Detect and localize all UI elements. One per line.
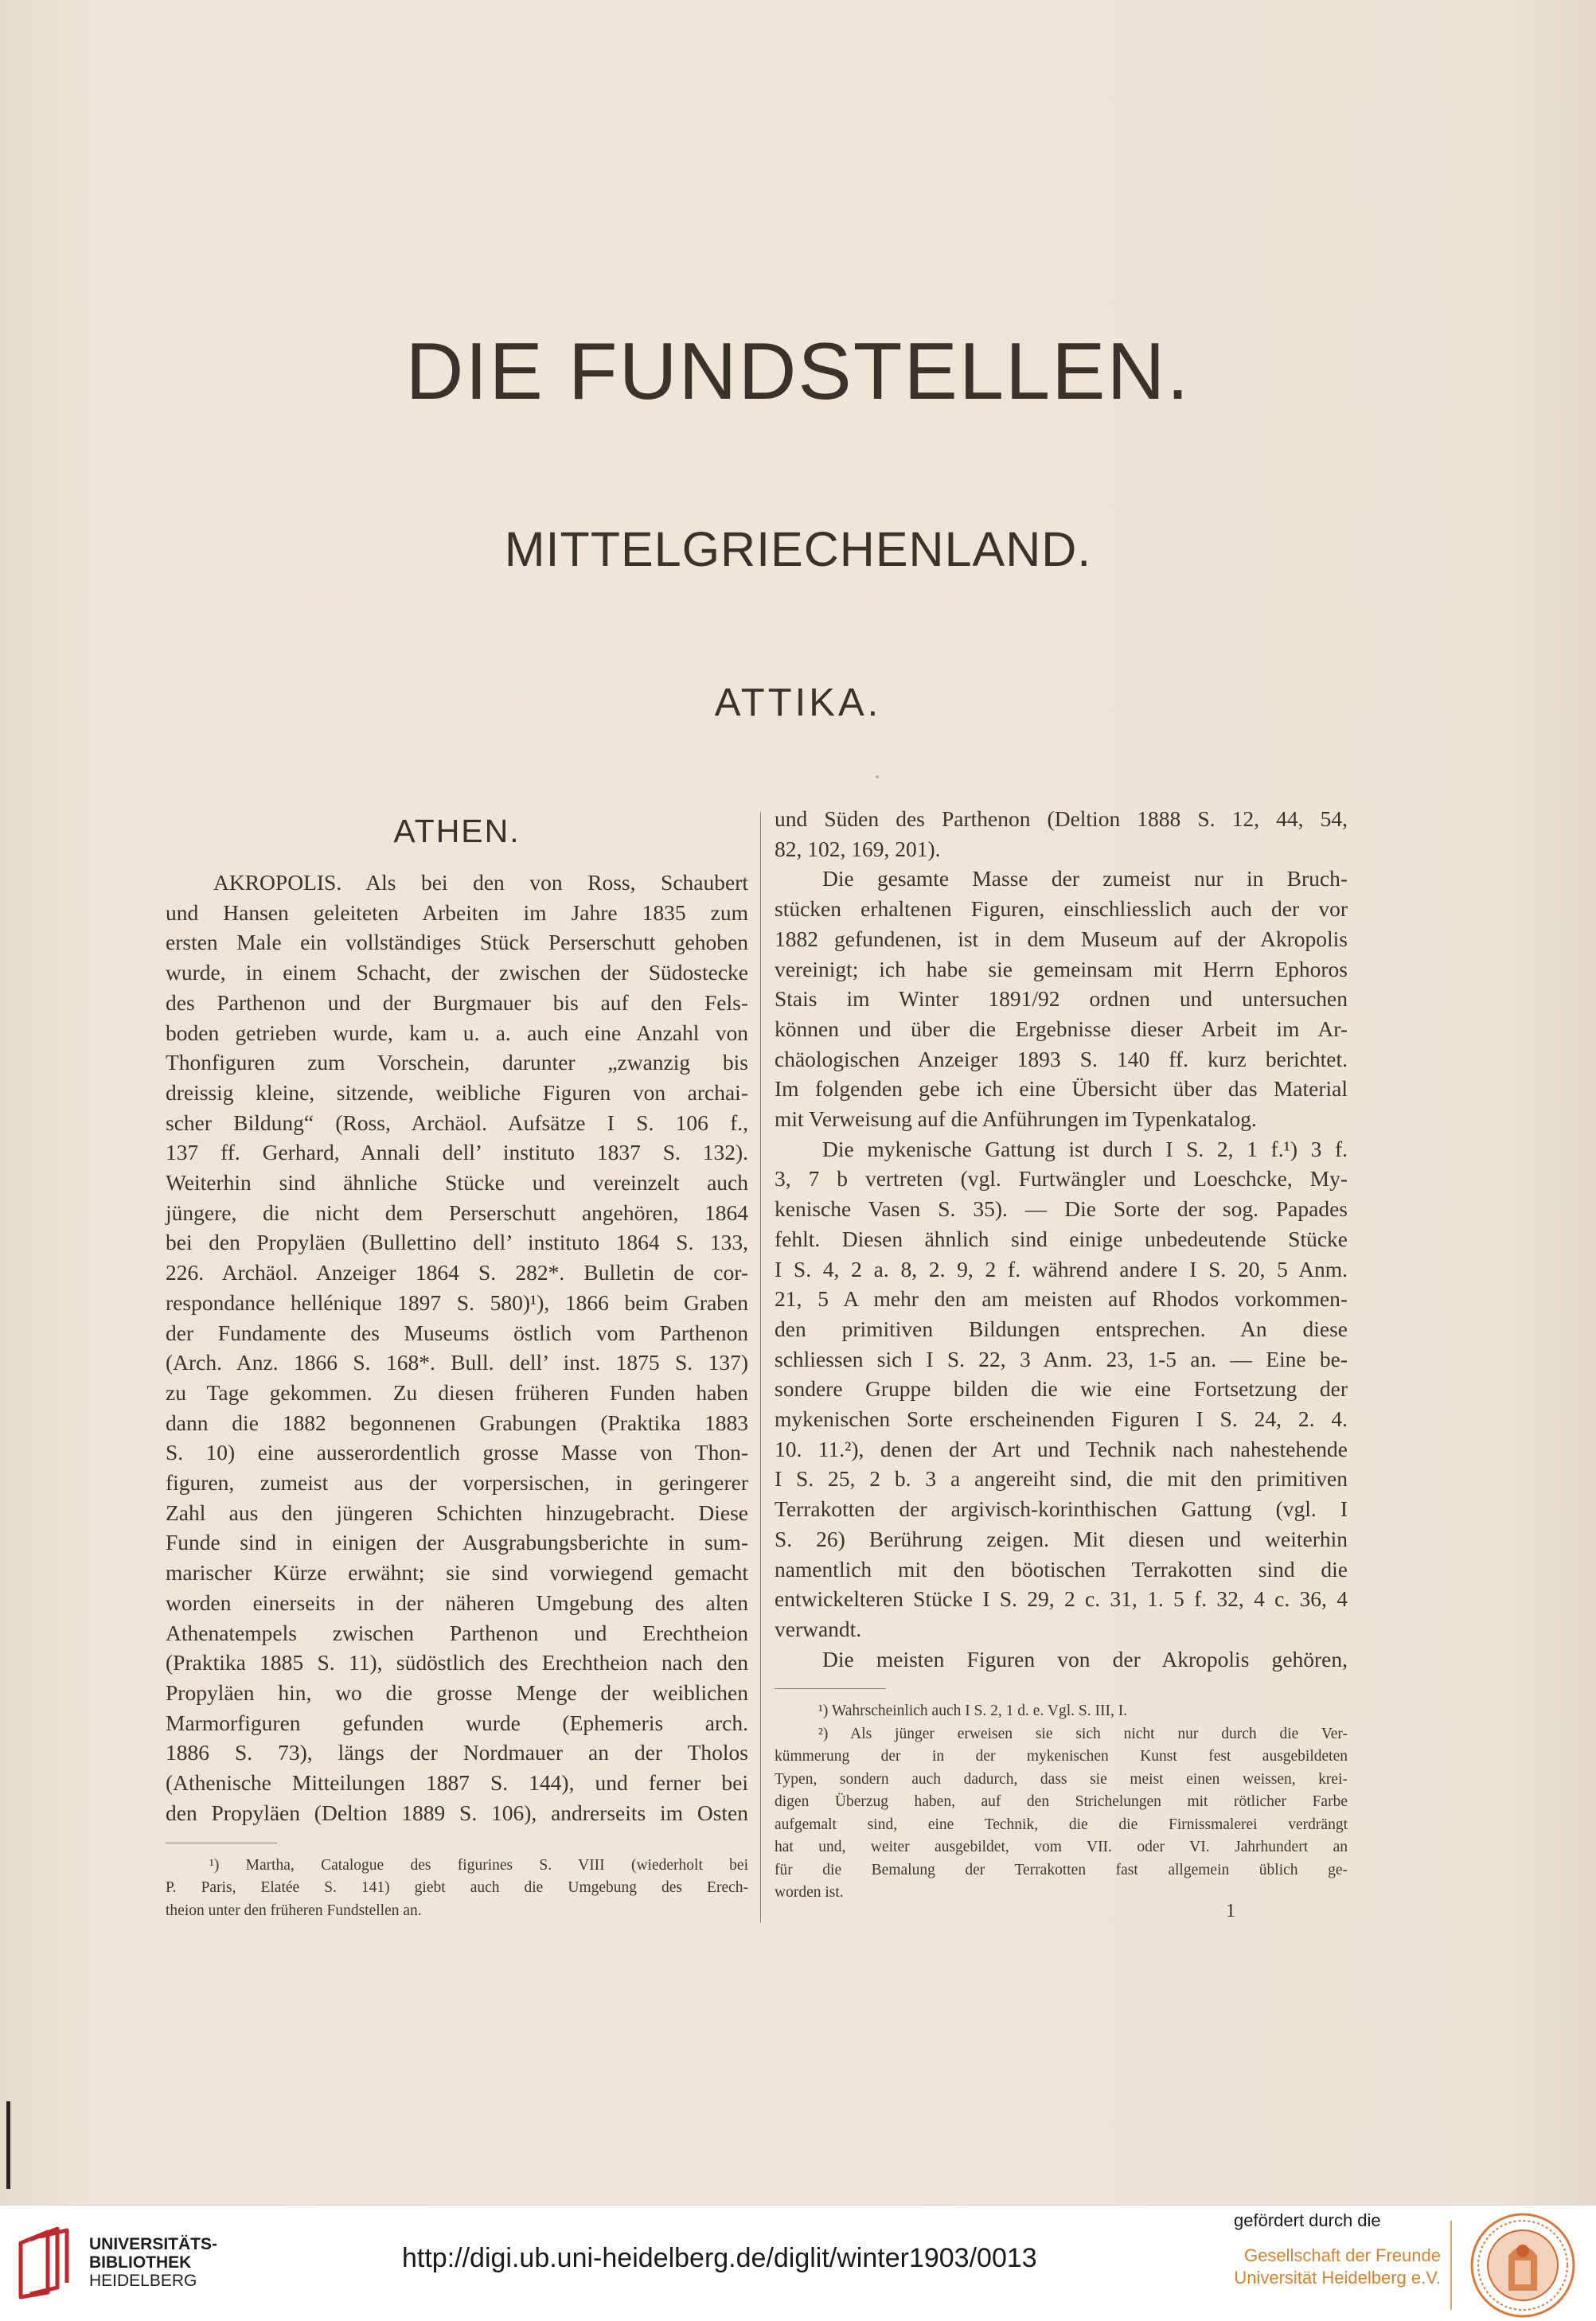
- section-heading: ATHEN.: [393, 813, 521, 849]
- text-line: AKROPOLIS. Als bei den von Ross, Schaubert: [213, 870, 748, 895]
- left-column: [166, 804, 748, 1922]
- text-line: mit Verweisung auf die Anführungen im Typenkatalog.: [775, 1106, 1257, 1132]
- text-line: chäologischen Anzeiger 1893 S. 140 ff. kurz berichtet.: [775, 1046, 1348, 1071]
- footnote-rule: [775, 1688, 886, 1689]
- text-line: 3, 7 b vertreten (vgl. Furtwängler und Loeschcke, My-: [775, 1166, 1348, 1192]
- binding-edge: [6, 2101, 10, 2189]
- footnote-line: theion unter den früheren Fundstellen an.: [166, 1902, 422, 1919]
- column-divider: [760, 812, 761, 1922]
- sponsor-name-line: Universität Heidelberg e.V.: [1234, 2268, 1441, 2288]
- text-line: entwickelteren Stücke I S. 29, 2 c. 31, 1. 5 f. 32, 4 c. 36, 4: [775, 1586, 1348, 1612]
- text-line: können und über die Ergebnisse dieser Arbeit im Ar-: [775, 1016, 1348, 1041]
- right-column: [775, 804, 1348, 1905]
- permalink-url[interactable]: http://digi.ub.uni-heidelberg.de/diglit/winter1903/0013: [402, 2243, 1037, 2273]
- footnote-line: aufgemalt sind, eine Technik, die die Firnissmalerei verdrängt: [775, 1816, 1348, 1833]
- text-line: S. 10) eine ausserordentlich grosse Masse von Thon-: [166, 1440, 748, 1465]
- text-line: 1882 gefundenen, ist in dem Museum auf der Akropolis: [775, 926, 1348, 951]
- text-line: jüngere, die nicht dem Perserschutt angehören, 1864: [166, 1200, 748, 1225]
- text-line: des Parthenon und der Burgmauer bis auf den Fels-: [166, 989, 748, 1015]
- footnote-line: worden ist.: [775, 1884, 844, 1902]
- university-library-logo-icon: [16, 2227, 81, 2300]
- text-line: verwandt.: [775, 1616, 862, 1641]
- text-line: zu Tage gekommen. Zu diesen früheren Funden haben: [166, 1379, 748, 1405]
- sponsor-name-line: Gesellschaft der Freunde: [1243, 2245, 1441, 2265]
- text-line: respondance hellénique 1897 S. 580)¹), 1866 beim Graben: [166, 1289, 748, 1315]
- text-line: Die meisten Figuren von der Akropolis gehören,: [822, 1646, 1348, 1672]
- text-line: Stais im Winter 1891/92 ordnen und untersuchen: [775, 986, 1348, 1012]
- text-line: 226. Archäol. Anzeiger 1864 S. 282*. Bulletin de cor-: [166, 1260, 748, 1285]
- text-line: namentlich mit den böotischen Terrakotten sind die: [775, 1556, 1348, 1582]
- text-line: boden getrieben wurde, kam u. a. auch eine Anzahl von: [166, 1020, 748, 1045]
- text-line: figuren, zumeist aus der vorpersischen, in geringerer: [166, 1470, 748, 1496]
- text-line: Thonfiguren zum Vorschein, darunter „zwanzig bis: [166, 1050, 748, 1075]
- text-line: den primitiven Bildungen entsprechen. An diese: [775, 1316, 1348, 1341]
- text-line: (Athenische Mitteilungen 1887 S. 144), und ferner bei: [166, 1770, 748, 1796]
- text-line: dreissig kleine, sitzende, weibliche Figuren von archai-: [166, 1079, 748, 1105]
- left-body-text: [166, 868, 748, 1828]
- footnote-line: digen Überzug haben, auf den Strichelungen mit rötlicher Farbe: [775, 1793, 1348, 1811]
- text-line: Die mykenische Gattung ist durch I S. 2, 1 f.¹) 3 f.: [822, 1136, 1348, 1161]
- text-line: scher Bildung“ (Ross, Archäol. Aufsätze I S. 106 f.,: [166, 1110, 748, 1135]
- sponsor-divider: [1450, 2221, 1452, 2310]
- text-line: Terrakotten der argivisch-korinthischen Gattung (vgl. I: [775, 1496, 1348, 1522]
- text-line: fehlt. Diesen ähnlich sind einige unbedeutende Stücke: [775, 1226, 1348, 1251]
- text-line: mykenischen Sorte erscheinenden Figuren I S. 24, 2. 4.: [775, 1406, 1348, 1432]
- text-line: I S. 25, 2 b. 3 a angereiht sind, die mit den primitiven: [775, 1466, 1348, 1492]
- text-line: wurde, in einem Schacht, der zwischen der Südostecke: [166, 960, 748, 985]
- text-line: stücken erhaltenen Figuren, einschliesslich auch der vor: [775, 896, 1348, 922]
- text-line: schliessen sich I S. 22, 3 Anm. 23, 1-5 an. — Eine be-: [775, 1346, 1348, 1371]
- library-name-line: UNIVERSITÄTS-: [89, 2235, 218, 2253]
- footnote-line: hat und, weiter ausgebildet, vom VII. oder VI. Jahrhundert an: [775, 1839, 1348, 1856]
- text-line: 82, 102, 169, 201).: [775, 836, 941, 861]
- text-line: Die gesamte Masse der zumeist nur in Bruch-: [822, 866, 1348, 891]
- footnote-line: ²) Als jünger erweisen sie sich nicht nur durch die Ver-: [818, 1725, 1348, 1742]
- text-line: den Propyläen (Deltion 1889 S. 106), andrerseits im Osten: [166, 1800, 748, 1825]
- text-line: (Praktika 1885 S. 11), südöstlich des Erechtheion nach den: [166, 1650, 748, 1675]
- library-name-line: HEIDELBERG: [89, 2272, 197, 2290]
- text-line: I S. 4, 2 a. 8, 2. 9, 2 f. während andere I S. 20, 5 Anm.: [775, 1256, 1348, 1281]
- text-line: Propyläen hin, wo die grosse Menge der weiblichen: [166, 1679, 748, 1705]
- text-line: Im folgenden gebe ich eine Übersicht über das Material: [775, 1076, 1348, 1102]
- text-line: dann die 1882 begonnenen Grabungen (Praktika 1883: [166, 1410, 748, 1435]
- text-line: marischer Kürze erwähnt; sie sind vorwiegend gemacht: [166, 1560, 748, 1586]
- text-line: sondere Gruppe bilden die wie eine Fortsetzung der: [775, 1376, 1348, 1402]
- text-line: 21, 5 A mehr den am meisten auf Rhodos vorkommen-: [775, 1286, 1348, 1312]
- sponsor-caption: gefördert durch die: [1234, 2210, 1381, 2230]
- text-line: und Hansen geleiteten Arbeiten im Jahre 1835 zum: [166, 899, 748, 925]
- left-footnotes: [166, 1855, 748, 1923]
- footnote-line: Typen, sondern auch dadurch, dass sie meist einen weissen, krei-: [775, 1770, 1348, 1788]
- right-body-text: [775, 804, 1348, 1674]
- footnote-line: für die Bemalung der Terrakotten fast allgemein üblich ge-: [775, 1861, 1348, 1878]
- university-seal-icon: [1469, 2211, 1577, 2319]
- subregion-heading: ATTIKA.: [714, 681, 882, 724]
- text-line: ersten Male ein vollständiges Stück Perserschutt gehoben: [166, 930, 748, 955]
- text-line: worden einerseits in der näheren Umgebung des alten: [166, 1590, 748, 1615]
- print-speck: [876, 775, 879, 778]
- text-line: S. 26) Berührung zeigen. Mit diesen und weiterhin: [775, 1526, 1348, 1551]
- text-line: kenische Vasen S. 35). — Die Sorte der sog. Papades: [775, 1196, 1348, 1222]
- text-line: vereinigt; ich habe sie gemeinsam mit Herrn Ephoros: [775, 956, 1348, 981]
- library-name-line: BIBLIOTHEK: [89, 2253, 192, 2272]
- text-line: Marmorfiguren gefunden wurde (Ephemeris arch.: [166, 1710, 748, 1735]
- region-heading: MITTELGRIECHENLAND.: [504, 522, 1092, 576]
- text-line: 137 ff. Gerhard, Annali dell’ instituto 1837 S. 132).: [166, 1140, 748, 1165]
- text-line: der Fundamente des Museums östlich vom Parthenon: [166, 1320, 748, 1345]
- text-line: Weiterhin sind ähnliche Stücke und vereinzelt auch: [166, 1170, 748, 1196]
- sponsor-name: [1232, 2245, 1441, 2289]
- text-line: 10. 11.²), denen der Art und Technik nach nahestehende: [775, 1436, 1348, 1461]
- footnote-line: P. Paris, Elatée S. 141) giebt auch die Umgebung des Erech-: [166, 1879, 748, 1896]
- footnote-line: ¹) Martha, Catalogue des figurines S. VIII (wiederholt bei: [209, 1856, 748, 1874]
- text-line: und Süden des Parthenon (Deltion 1888 S. 12, 44, 54,: [775, 806, 1348, 831]
- text-line: bei den Propyläen (Bullettino dell’ instituto 1864 S. 133,: [166, 1230, 748, 1255]
- footnote-line: ¹) Wahrscheinlich auch I S. 2, 1 d. e. Vgl. S. III, I.: [818, 1703, 1128, 1720]
- library-name: [89, 2235, 217, 2290]
- right-footnotes: [775, 1700, 1348, 1905]
- text-line: Funde sind in einigen der Ausgrabungsberichte in sum-: [166, 1530, 748, 1555]
- text-line: Zahl aus den jüngeren Schichten hinzugebracht. Diese: [166, 1500, 748, 1525]
- main-heading: DIE FUNDSTELLEN.: [405, 327, 1191, 416]
- text-line: (Arch. Anz. 1866 S. 168*. Bull. dell’ inst. 1875 S. 137): [166, 1350, 748, 1375]
- page-number: 1: [1226, 1901, 1235, 1921]
- text-line: Athenatempels zwischen Parthenon und Erechtheion: [166, 1620, 748, 1645]
- text-line: 1886 S. 73), längs der Nordmauer an der Tholos: [166, 1740, 748, 1765]
- footnote-line: kümmerung der in der mykenischen Kunst fest ausgebildeten: [775, 1748, 1348, 1765]
